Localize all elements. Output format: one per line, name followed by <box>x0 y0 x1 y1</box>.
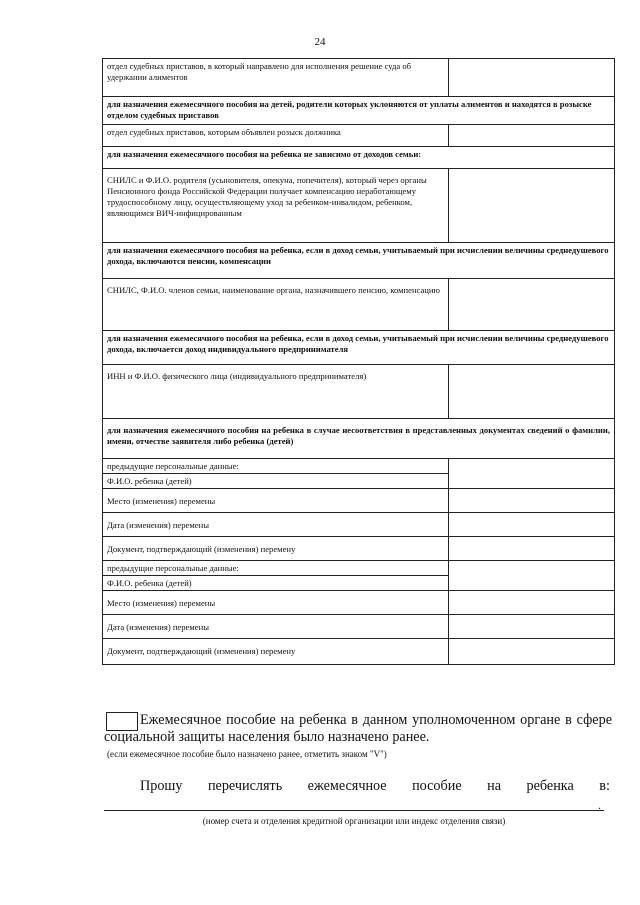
change-date-label: Дата (изменения) перемены <box>103 513 449 537</box>
section-header-mismatch: для назначения ежемесячного пособия на ребенка в случае несоответствия в представленных документах сведений о фамилии, имени, отчестве заявителя либо ребенка (детей) <box>103 419 615 459</box>
snils-parent-field[interactable] <box>449 169 615 243</box>
request-word: ребенка <box>526 778 574 794</box>
child-name-label-2: Ф.И.О. ребенка (детей) <box>107 578 192 588</box>
request-word: в: <box>599 778 610 794</box>
prev-data-child-name-label <box>103 459 449 489</box>
bailiffs-label: отдел судебных приставов, в который направлено для исполнения решение суда об удержании алиментов <box>103 59 449 97</box>
change-document-label-2: Документ, подтверждающий (изменения) перемену <box>103 639 449 665</box>
inn-label: ИНН и Ф.И.О. физического лица (индивидуального предпринимателя) <box>103 365 449 419</box>
section-header-pension: для назначения ежемесячного пособия на ребенка, если в доход семьи, учитываемый при исчислении величины среднедушевого дохода, включаются пенсии, компенсации <box>103 243 615 279</box>
section-header-entrepreneur: для назначения ежемесячного пособия на ребенка, если в доход семьи, учитываемый при исчислении величины среднедушевого дохода, включается доход индивидуального предпринимателя <box>103 331 615 365</box>
snils-family-field[interactable] <box>449 279 615 331</box>
change-date-label-2: Дата (изменения) перемены <box>103 615 449 639</box>
request-word: на <box>487 778 502 794</box>
change-place-label-2: Место (изменения) перемены <box>103 591 449 615</box>
section-header-alimony: для назначения ежемесячного пособия на детей, родители которых уклоняются от уплаты алиментов и находятся в розыске отделом судебных приставов <box>103 97 615 125</box>
account-number-field[interactable] <box>104 810 604 811</box>
snils-family-label: СНИЛС, Ф.И.О. членов семьи, наименование органа, назначившего пенсию, компенсацию <box>103 279 449 331</box>
request-word: перечислять <box>207 778 283 794</box>
change-place-field[interactable] <box>449 489 615 513</box>
prev-data-child-name-label-2 <box>103 561 449 591</box>
snils-parent-label: СНИЛС и Ф.И.О. родителя (усыновителя, опекуна, попечителя), который через органы Пенсионного фонда Российской Федерации получает компенсацию неработающему трудоспособному лицу, осуществляющему уход за ребенком-инвалидом, ребенком, являющимся ВИЧ-инфицированным <box>103 169 449 243</box>
bailiffs-search-label: отдел судебных приставов, которым объявлен розыск должника <box>103 125 449 147</box>
inn-field[interactable] <box>449 365 615 419</box>
child-name-field[interactable] <box>449 459 615 489</box>
account-line-period: . <box>598 798 601 812</box>
application-form-table <box>102 58 615 665</box>
change-document-field[interactable] <box>449 537 615 561</box>
change-place-field-2[interactable] <box>449 591 615 615</box>
prev-data-label: предыдущие персональные данные: <box>103 461 448 474</box>
request-word: ежемесячное <box>307 778 387 794</box>
child-name-field-2[interactable] <box>449 561 615 591</box>
change-document-label: Документ, подтверждающий (изменения) перемену <box>103 537 449 561</box>
change-place-label: Место (изменения) перемены <box>103 489 449 513</box>
request-word: пособие <box>412 778 462 794</box>
request-word: Прошу <box>140 778 183 794</box>
section-header-income-independent: для назначения ежемесячного пособия на ребенка не зависимо от доходов семьи: <box>103 147 615 169</box>
account-number-caption: (номер счета и отделения кредитной организации или индекс отделения связи) <box>202 816 506 826</box>
prev-data-label-2: предыдущие персональные данные: <box>103 563 448 576</box>
bailiffs-search-field[interactable] <box>449 125 615 147</box>
bailiffs-field[interactable] <box>449 59 615 97</box>
previous-assignment-note: (если ежемесячное пособие было назначено ранее, отметить знаком "V") <box>107 749 387 759</box>
change-document-field-2[interactable] <box>449 639 615 665</box>
previous-assignment-text: Ежемесячное пособие на ребенка в данном уполномоченном органе в сфере социальной защиты населения было назначено ранее. <box>104 712 612 745</box>
payment-request-line <box>140 778 610 795</box>
child-name-label: Ф.И.О. ребенка (детей) <box>107 476 192 486</box>
change-date-field-2[interactable] <box>449 615 615 639</box>
change-date-field[interactable] <box>449 513 615 537</box>
page-number: 24 <box>314 36 326 48</box>
